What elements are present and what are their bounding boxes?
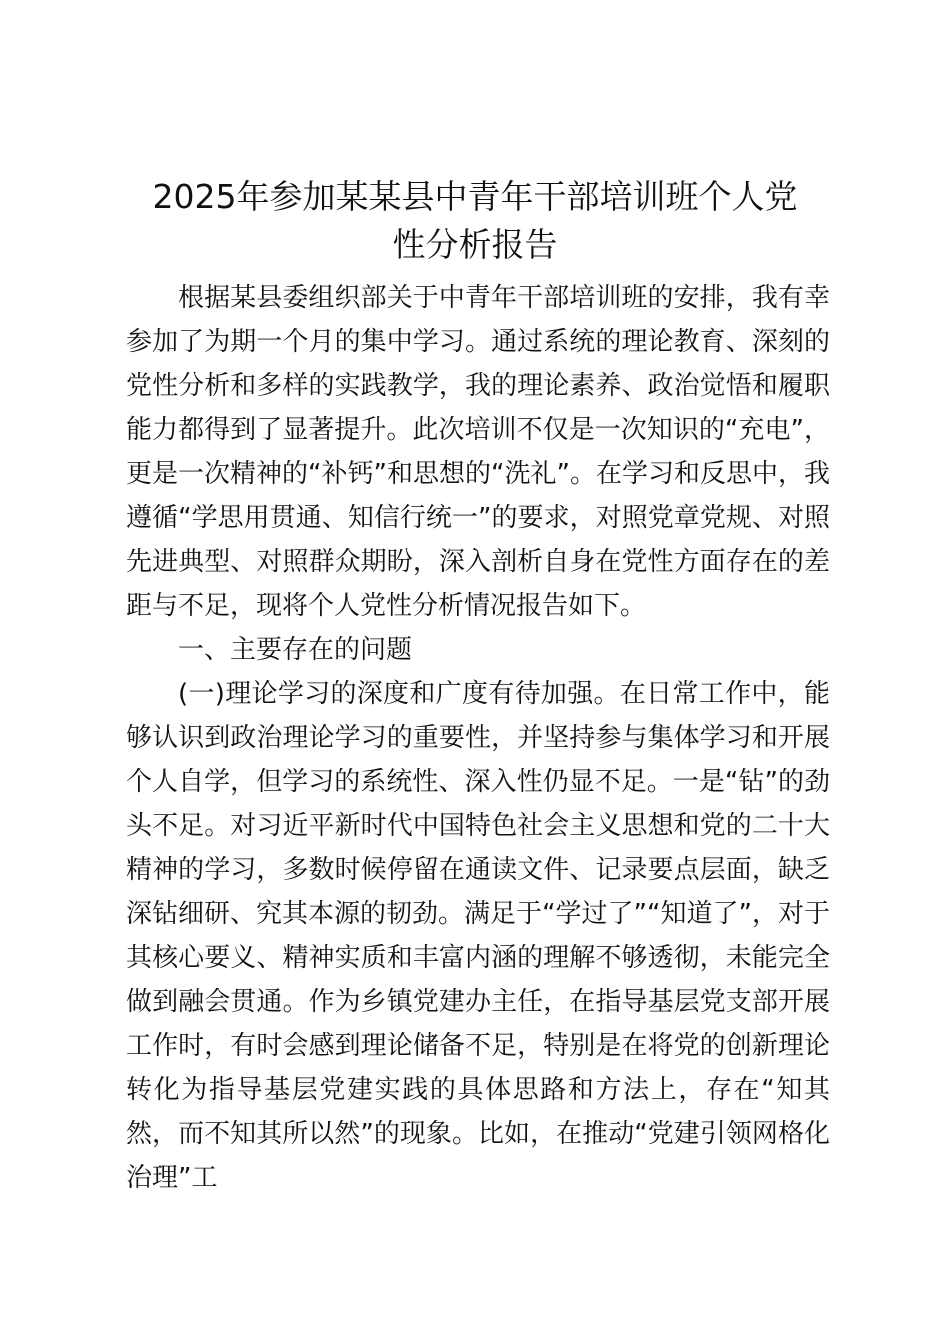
intro-paragraph: 根据某县委组织部关于中青年干部培训班的安排，我有幸参加了为期一个月的集中学习。通过系统的理论教育、深刻的党性分析和多样的实践教学，我的理论素养、政治觉悟和履职能力都得到了显著提升。此次培训不仅是一次知识的“充电”，更是一次精神的“补钙”和思想的“洗礼”。在学习和反思中，我遵循“学思用贯通、知信行统一”的要求，对照党章党规、对照先进典型、对照群众期盼，深入剖析自身在党性方面存在的差距与不足，现将个人党性分析情况报告如下。: [126, 283, 830, 621]
section-heading: 一、主要存在的问题: [178, 635, 413, 665]
subsection-paragraph: (一)理论学习的深度和广度有待加强。在日常工作中，能够认识到政治理论学习的重要性，并坚持参与集体学习和开展个人自学，但学习的系统性、深入性仍显不足。一是“钻”的劲头不足。对习近平新时代中国特色社会主义思想和党的二十大精神的学习，多数时候停留在通读文件、记录要点层面，缺乏深钻细研、究其本源的韧劲。满足于“学过了”“知道了”，对于其核心要义、精神实质和丰富内涵的理解不够透彻，未能完全做到融会贯通。作为乡镇党建办主任，在指导基层党支部开展工作时，有时会感到理论储备不足，特别是在将党的创新理论转化为指导基层党建实践的具体思路和方法上，存在“知其然，而不知其所以然”的现象。比如，在推动“党建引领网格化治理”工: [126, 679, 830, 1193]
title-line-2: 性分析报告: [392, 225, 558, 264]
document-body: [126, 276, 830, 1200]
document-title: [125, 173, 825, 269]
title-line-1: 2025年参加某某县中青年干部培训班个人党: [152, 177, 798, 216]
